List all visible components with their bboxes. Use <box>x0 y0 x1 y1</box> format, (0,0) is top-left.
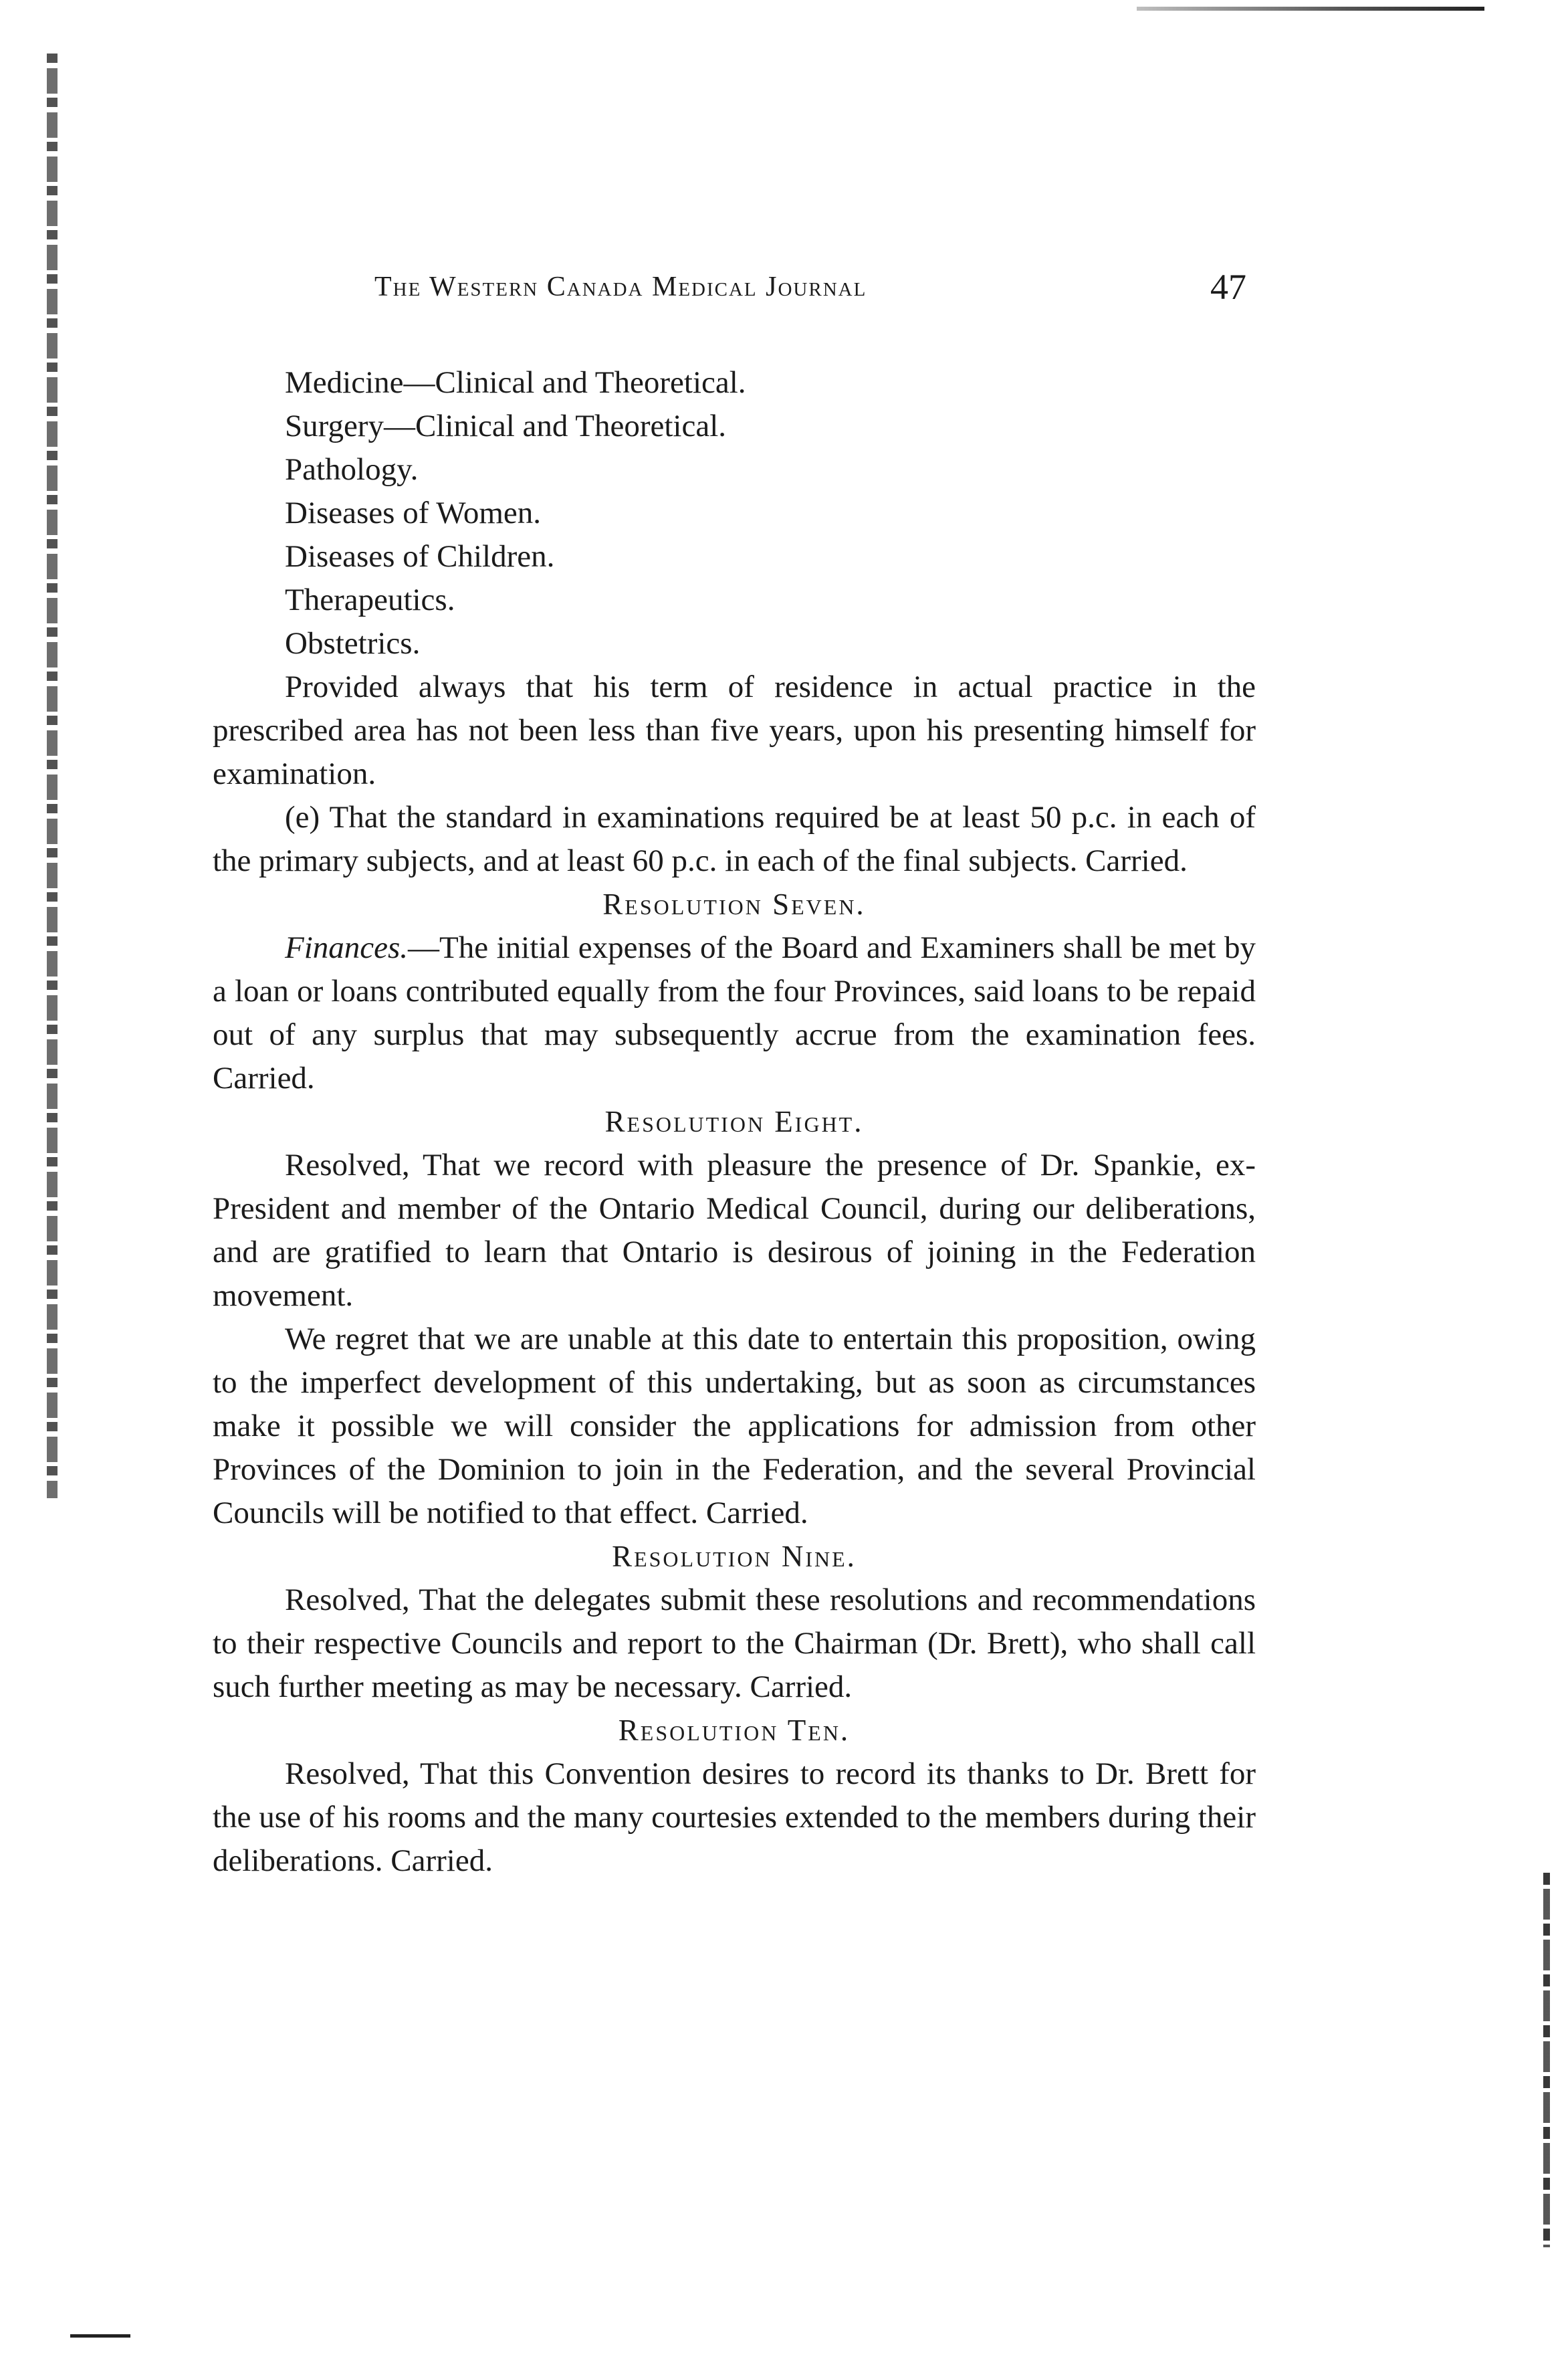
subject-item: Surgery—Clinical and Theoretical. <box>285 409 726 443</box>
article-body <box>213 361 1256 1883</box>
resolution-eight-heading: Resolution Eight. <box>604 1105 864 1138</box>
finances-lead: Finances. <box>285 930 409 965</box>
scan-left-edge-artifact <box>47 54 58 1498</box>
resolution-eight-paragraph-1: Resolved, That we record with pleasure the presence of Dr. Spankie, ex-President and member of the Ontario Medical Council, during our deliberations, and are gratified to learn that Ontario is desirous of joining in the Federation movement. <box>213 1148 1256 1313</box>
resolution-ten-heading: Resolution Ten. <box>618 1714 851 1747</box>
finances-body: —The initial expenses of the Board and Examiners shall be met by a loan or loans contributed equally from the four Provinces, said loans to be repaid out of any surplus that may subsequently accrue from the examination fees. Carried. <box>213 930 1256 1096</box>
subject-item: Diseases of Women. <box>285 496 542 530</box>
resolution-ten-paragraph: Resolved, That this Convention desires to record its thanks to Dr. Brett for the use of his rooms and the many courtesies extended to the members during their deliberations. Carried. <box>213 1756 1256 1878</box>
subject-item: Medicine—Clinical and Theoretical. <box>285 365 746 400</box>
scan-top-rule <box>1137 7 1484 11</box>
subject-item: Therapeutics. <box>285 583 455 617</box>
subject-item: Obstetrics. <box>285 626 421 661</box>
resolution-seven-paragraph <box>213 926 1256 1100</box>
resolution-nine-paragraph: Resolved, That the delegates submit these resolutions and recommendations to their respective Councils and report to the Chairman (Dr. Brett), who shall call such further meeting as may be necessary. Carried. <box>213 1582 1256 1704</box>
subject-item: Diseases of Children. <box>285 539 555 574</box>
subject-item: Pathology. <box>285 452 419 487</box>
resolution-seven-heading: Resolution Seven. <box>602 888 866 921</box>
clause-e-paragraph: (e) That the standard in examinations required be at least 50 p.c. in each of the primary subjects, and at least 60 p.c. in each of the final subjects. Carried. <box>213 800 1256 878</box>
resolution-eight-paragraph-2: We regret that we are unable at this date to entertain this proposition, owing to the imperfect development of this undertaking, but as soon as circumstances make it possible we will consider the applications for admission from other Provinces of the Dominion to join in the Federation, and the several Provincial Councils will be notified to that effect. Carried. <box>213 1322 1256 1530</box>
proviso-paragraph: Provided always that his term of residence in actual practice in the prescribed area has not been less than five years, upon his presenting himself for examination. <box>213 670 1256 791</box>
running-head: The Western Canada Medical Journal <box>374 272 867 302</box>
resolution-nine-heading: Resolution Nine. <box>612 1540 857 1573</box>
scan-right-edge-artifact <box>1543 1873 1550 2247</box>
scan-bottom-mark <box>70 2334 130 2338</box>
page-number: 47 <box>1210 267 1246 307</box>
